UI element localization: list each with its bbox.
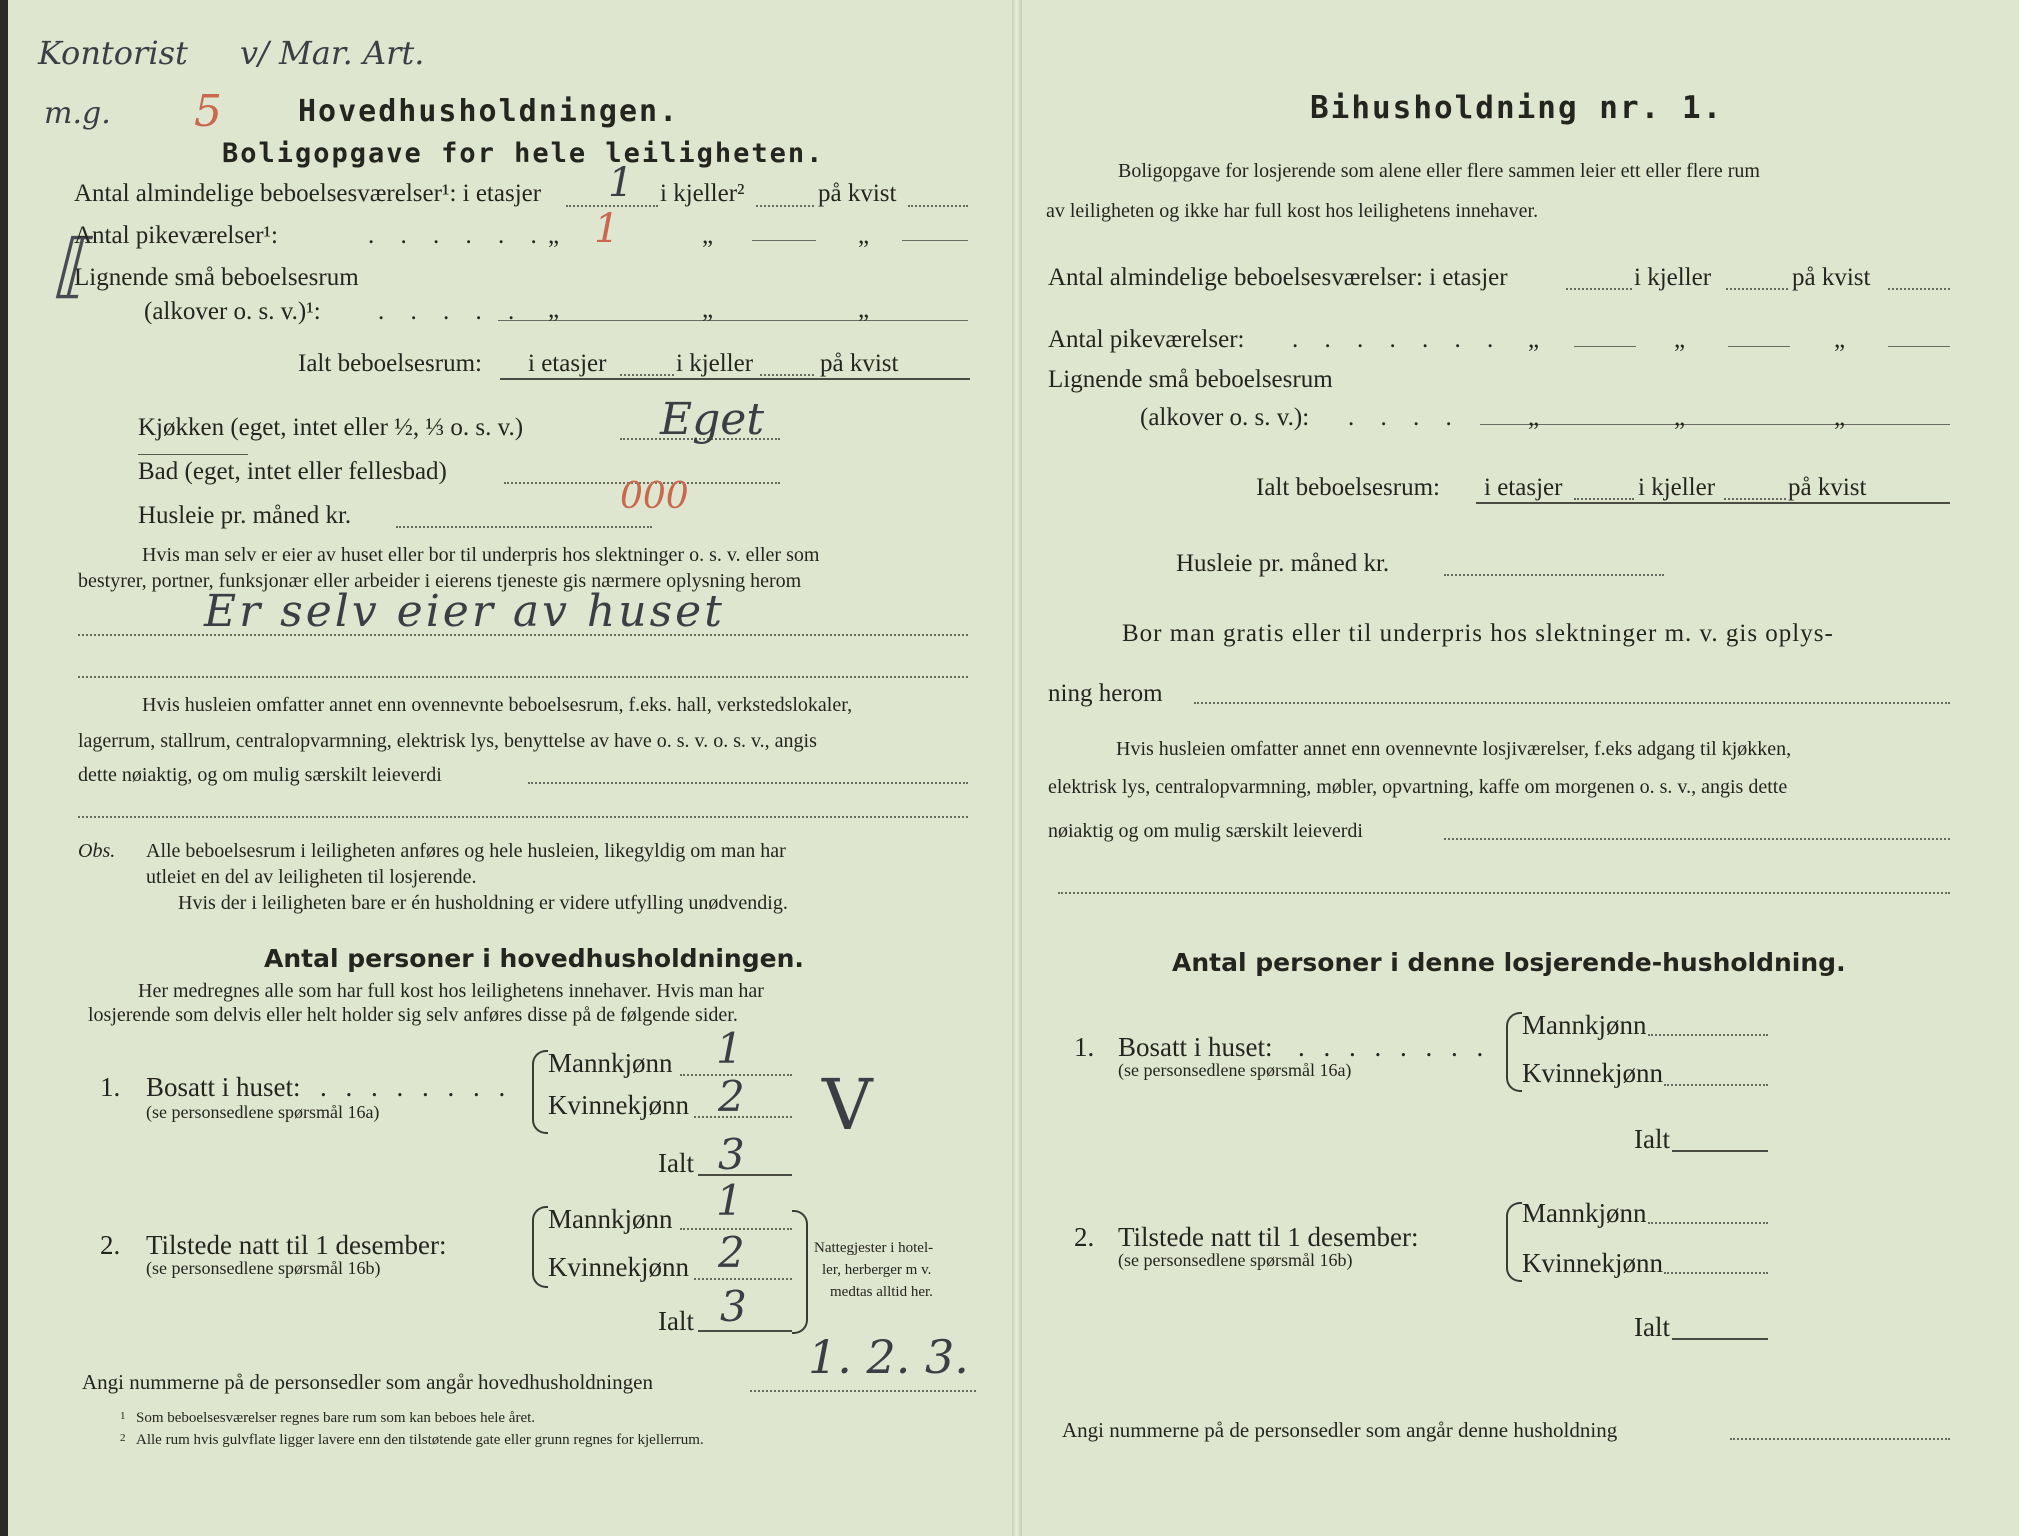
right-row3-line bbox=[1480, 424, 1950, 425]
right-ialt-etasjer: i etasjer bbox=[1484, 474, 1563, 501]
omfatter-line-2 bbox=[78, 816, 968, 818]
left-q1-kvinne-label: Kvinnekjønn bbox=[548, 1090, 689, 1120]
footnote-1: Som beboelsesværelser regnes bare rum som kan beboes hele året. bbox=[136, 1410, 536, 1426]
left-q1-mann-label: Mannkjønn bbox=[548, 1048, 673, 1078]
right-row3-label-b: (alkover o. s. v.): bbox=[1140, 404, 1310, 431]
right-row2-line-1 bbox=[1574, 346, 1636, 347]
obs-1: Alle beboelsesrum i leiligheten anføres og hele husleien, likegyldig om man har bbox=[146, 840, 786, 862]
row1-kvist-line bbox=[908, 205, 968, 207]
right-ialt-kjeller-line bbox=[1724, 498, 1786, 500]
ialt-rule bbox=[500, 378, 970, 380]
row2-etasjer-value: 1 bbox=[594, 206, 620, 252]
right-row2-ditto-3: „ bbox=[1834, 326, 1846, 353]
left-q1-kvinne-value: 2 bbox=[718, 1072, 745, 1121]
natt-note-1: Nattegjester i hotel- bbox=[814, 1240, 934, 1256]
natt-note-3: medtas alltid her. bbox=[830, 1284, 933, 1300]
row3-ditto-3: „ bbox=[858, 296, 870, 323]
left-q1-ialt-label: Ialt bbox=[658, 1148, 694, 1178]
obs-3: Hvis der i leiligheten bare er én husholdning er videre utfylling unødvendig. bbox=[178, 892, 788, 914]
left-q1-ialt-value: 3 bbox=[718, 1130, 745, 1179]
left-q2-right-brace bbox=[792, 1210, 808, 1334]
kjokken-underline bbox=[138, 454, 248, 455]
row1-kvist-label: på kvist bbox=[818, 180, 897, 207]
right-q1-dots: . . . . . . . . bbox=[1298, 1032, 1490, 1062]
left-persons-title: Antal personer i hovedhusholdningen. bbox=[264, 944, 804, 973]
left-q1-label: Bosatt i huset: bbox=[146, 1072, 301, 1102]
left-q1-dots: . . . . . . . . bbox=[320, 1072, 512, 1102]
eier-line-2 bbox=[78, 676, 968, 678]
row3-ditto-1: „ bbox=[548, 296, 560, 323]
right-ialt-kvist: på kvist bbox=[1788, 474, 1867, 501]
annotation-occupation: Kontorist bbox=[38, 34, 188, 72]
left-persons-1: Her medregnes alle som har full kost hos leilighetens innehaver. Hvis man har bbox=[138, 980, 764, 1002]
eier-text-2: bestyrer, portner, funksjonær eller arbeider i eierens tjeneste gis nærmere oplysning herom bbox=[78, 570, 802, 592]
right-omfatter-line-1 bbox=[1444, 838, 1950, 840]
omfatter-3: dette nøiaktig, og om mulig særskilt leieverdi bbox=[78, 764, 442, 786]
right-omfatter-line-2 bbox=[1058, 892, 1950, 894]
left-angi-label: Angi nummerne på de personsedler som angår hovedhusholdningen bbox=[82, 1370, 653, 1394]
row1-label: Antal almindelige beboelsesværelser¹: i etasjer bbox=[74, 180, 542, 207]
right-q2-mann-line bbox=[1648, 1222, 1768, 1224]
row2-kvist-line bbox=[902, 240, 968, 241]
kjokken-value: Eget bbox=[660, 394, 765, 445]
row1-etasjer-value: 1 bbox=[608, 160, 634, 206]
row3-dots: . . . . . bbox=[378, 298, 525, 325]
right-ialt-label: Ialt beboelsesrum: bbox=[1256, 474, 1440, 501]
annotation-status: m.g. bbox=[44, 96, 111, 131]
kjokken-label: Kjøkken (eget, intet eller ½, ⅓ o. s. v.) bbox=[138, 414, 524, 441]
left-q1-sub: (se personsedlene spørsmål 16a) bbox=[146, 1102, 380, 1122]
left-q2-ialt-label: Ialt bbox=[658, 1306, 694, 1336]
row2-kjeller-line bbox=[752, 240, 816, 241]
right-q2-sub: (se personsedlene spørsmål 16b) bbox=[1118, 1250, 1353, 1270]
row3-label-b: (alkover o. s. v.)¹: bbox=[144, 298, 321, 325]
row2-label: Antal pikeværelser¹: bbox=[74, 222, 278, 249]
left-q1-num: 1. bbox=[100, 1072, 121, 1102]
left-q2-num: 2. bbox=[100, 1230, 121, 1260]
right-intro-2: av leiligheten og ikke har full kost hos leilighetens innehaver. bbox=[1046, 200, 1539, 222]
right-q2-label: Tilstede natt til 1 desember: bbox=[1118, 1222, 1419, 1252]
eier-line-1 bbox=[78, 634, 968, 636]
right-omfatter-2: elektrisk lys, centralopvarmning, møbler, opvartning, kaffe om morgenen o. s. v., angis dette bbox=[1048, 776, 1788, 798]
left-q2-kvinne-value: 2 bbox=[718, 1228, 745, 1277]
row3-ditto-2: „ bbox=[702, 296, 714, 323]
right-row2-label: Antal pikeværelser: bbox=[1048, 326, 1245, 353]
right-row3-ditto-2: „ bbox=[1674, 404, 1686, 431]
right-q1-kvinne-line bbox=[1664, 1084, 1768, 1086]
right-q2-mann-label: Mannkjønn bbox=[1522, 1198, 1647, 1228]
right-q1-label: Bosatt i huset: bbox=[1118, 1032, 1273, 1062]
right-row3-ditto-1: „ bbox=[1528, 404, 1540, 431]
right-row2-line-2 bbox=[1728, 346, 1790, 347]
left-check-mark: V bbox=[822, 1064, 873, 1146]
right-ialt-etasjer-line bbox=[1574, 498, 1634, 500]
right-omfatter-1: Hvis husleien omfatter annet enn ovennevnte losjiværelser, f.eks adgang til kjøkken, bbox=[1116, 738, 1792, 760]
left-subtitle: Boligopgave for hele leiligheten. bbox=[222, 138, 825, 169]
page-fold bbox=[1012, 0, 1022, 1536]
natt-note-2: ler, herberger m v. bbox=[822, 1262, 932, 1278]
right-row1-label: Antal almindelige beboelsesværelser: i etasjer bbox=[1048, 264, 1508, 291]
ialt-label: Ialt beboelsesrum: bbox=[298, 350, 482, 377]
right-persons-title: Antal personer i denne losjerende-husholdning. bbox=[1172, 948, 1846, 977]
right-gratis-1: Bor man gratis eller til underpris hos slektninger m. v. gis oplys- bbox=[1122, 620, 1834, 647]
right-q2-num: 2. bbox=[1074, 1222, 1095, 1252]
right-intro-1: Boligopgave for losjerende som alene eller flere sammen leier ett eller flere rum bbox=[1118, 160, 1760, 182]
ialt-etasjer-label: i etasjer bbox=[528, 350, 607, 377]
annotation-employer: v/ Mar. Art. bbox=[240, 34, 425, 72]
ialt-etasjer-line bbox=[620, 374, 674, 376]
right-omfatter-3: nøiaktig og om mulig særskilt leieverdi bbox=[1048, 820, 1363, 842]
right-row2-line-3 bbox=[1888, 346, 1950, 347]
right-angi-label: Angi nummerne på de personsedler som angår denne husholdning bbox=[1062, 1418, 1618, 1442]
eier-text-1: Hvis man selv er eier av huset eller bor til underpris hos slektninger o. s. v. eller som bbox=[142, 544, 820, 566]
right-title: Bihusholdning nr. 1. bbox=[1310, 90, 1724, 126]
left-q2-mann-value: 1 bbox=[716, 1176, 743, 1225]
row3-label-a: Lignende små beboelsesrum bbox=[74, 264, 359, 291]
left-q1-brace bbox=[532, 1050, 548, 1134]
right-row2-ditto-2: „ bbox=[1674, 326, 1686, 353]
left-q1-ialt-line bbox=[698, 1174, 792, 1176]
left-q2-kvinne-label: Kvinnekjønn bbox=[548, 1252, 689, 1282]
ialt-kjeller-line bbox=[760, 374, 814, 376]
right-q2-ialt-label: Ialt bbox=[1634, 1312, 1670, 1342]
footnote-2: Alle rum hvis gulvflate ligger lavere enn den tilstøtende gate eller grunn regnes for kjellerrum. bbox=[136, 1432, 704, 1448]
ialt-kvist-label: på kvist bbox=[820, 350, 899, 377]
right-q1-mann-line bbox=[1648, 1034, 1768, 1036]
right-row2-ditto-1: „ bbox=[1528, 326, 1540, 353]
right-q1-ialt-label: Ialt bbox=[1634, 1124, 1670, 1154]
right-q1-ialt-line bbox=[1672, 1150, 1768, 1152]
obs-label: Obs. bbox=[78, 840, 116, 862]
left-q2-brace bbox=[532, 1206, 548, 1288]
right-gratis-line bbox=[1194, 702, 1950, 704]
right-q1-mann-label: Mannkjønn bbox=[1522, 1010, 1647, 1040]
row2-dots: . . . . . . bbox=[368, 222, 547, 249]
husleie-value: 000 bbox=[620, 476, 689, 517]
check-mark-bracket: ⟦ bbox=[52, 224, 87, 306]
right-ialt-kjeller: i kjeller bbox=[1638, 474, 1716, 501]
left-angi-line bbox=[750, 1390, 976, 1392]
right-row3-label-a: Lignende små beboelsesrum bbox=[1048, 366, 1333, 393]
omfatter-1: Hvis husleien omfatter annet enn ovennevnte beboelsesrum, f.eks. hall, verkstedslokaler, bbox=[142, 694, 853, 716]
right-husleie-line bbox=[1444, 574, 1664, 576]
right-q1-num: 1. bbox=[1074, 1032, 1095, 1062]
right-q2-brace bbox=[1506, 1202, 1522, 1282]
right-q1-sub: (se personsedlene spørsmål 16a) bbox=[1118, 1060, 1352, 1080]
annotation-number: 5 bbox=[194, 86, 222, 137]
left-q2-label: Tilstede natt til 1 desember: bbox=[146, 1230, 447, 1260]
omfatter-line-1 bbox=[528, 782, 968, 784]
obs-2: utleiet en del av leiligheten til losjerende. bbox=[146, 866, 477, 888]
row1-kjeller-label: i kjeller² bbox=[660, 180, 745, 207]
left-persons-2: losjerende som delvis eller helt holder sig selv anføres disse på de følgende sider. bbox=[88, 1004, 738, 1026]
left-q2-ialt-value: 3 bbox=[720, 1282, 747, 1331]
right-q2-kvinne-label: Kvinnekjønn bbox=[1522, 1248, 1663, 1278]
row2-ditto-2: „ bbox=[702, 222, 714, 249]
row3-line bbox=[498, 320, 968, 321]
right-q1-brace bbox=[1506, 1012, 1522, 1092]
right-gratis-2: ning herom bbox=[1048, 680, 1163, 707]
right-row1-kvist-line bbox=[1888, 288, 1950, 290]
right-row1-etasjer-line bbox=[1566, 288, 1632, 290]
row1-kjeller-line bbox=[756, 205, 814, 207]
left-q2-mann-label: Mannkjønn bbox=[548, 1204, 673, 1234]
right-husleie-label: Husleie pr. måned kr. bbox=[1176, 550, 1390, 577]
ialt-kjeller-label: i kjeller bbox=[676, 350, 754, 377]
census-form-sheet bbox=[8, 0, 2019, 1536]
left-q1-mann-value: 1 bbox=[716, 1024, 743, 1073]
row2-ditto-1: „ bbox=[548, 222, 560, 249]
left-title: Hovedhusholdningen. bbox=[298, 94, 680, 129]
eier-value: Er selv eier av huset bbox=[204, 586, 725, 637]
fn1-marker: 1 bbox=[120, 1410, 126, 1422]
right-q2-ialt-line bbox=[1672, 1338, 1768, 1340]
right-row3-dots: . . . . bbox=[1348, 404, 1462, 431]
bad-label: Bad (eget, intet eller fellesbad) bbox=[138, 458, 447, 485]
fn2-marker: 2 bbox=[120, 1432, 126, 1444]
left-q2-sub: (se personsedlene spørsmål 16b) bbox=[146, 1258, 381, 1278]
husleie-label: Husleie pr. måned kr. bbox=[138, 502, 352, 529]
husleie-line bbox=[396, 526, 652, 528]
right-angi-line bbox=[1730, 1438, 1950, 1440]
omfatter-2: lagerrum, stallrum, centralopvarmning, elektrisk lys, benyttelse av have o. s. v. o. s. v., angis bbox=[78, 730, 817, 752]
right-row3-ditto-3: „ bbox=[1834, 404, 1846, 431]
right-row1-kvist-label: på kvist bbox=[1792, 264, 1871, 291]
left-q2-kvinne-line bbox=[694, 1278, 792, 1280]
right-row1-kjeller-label: i kjeller bbox=[1634, 264, 1712, 291]
right-q1-kvinne-label: Kvinnekjønn bbox=[1522, 1058, 1663, 1088]
right-q2-kvinne-line bbox=[1664, 1272, 1768, 1274]
row2-ditto-3: „ bbox=[858, 222, 870, 249]
left-angi-value: 1. 2. 3. bbox=[808, 1330, 969, 1384]
right-row1-kjeller-line bbox=[1726, 288, 1788, 290]
right-ialt-rule bbox=[1476, 502, 1950, 504]
right-row2-dots: . . . . . . . bbox=[1292, 326, 1504, 353]
